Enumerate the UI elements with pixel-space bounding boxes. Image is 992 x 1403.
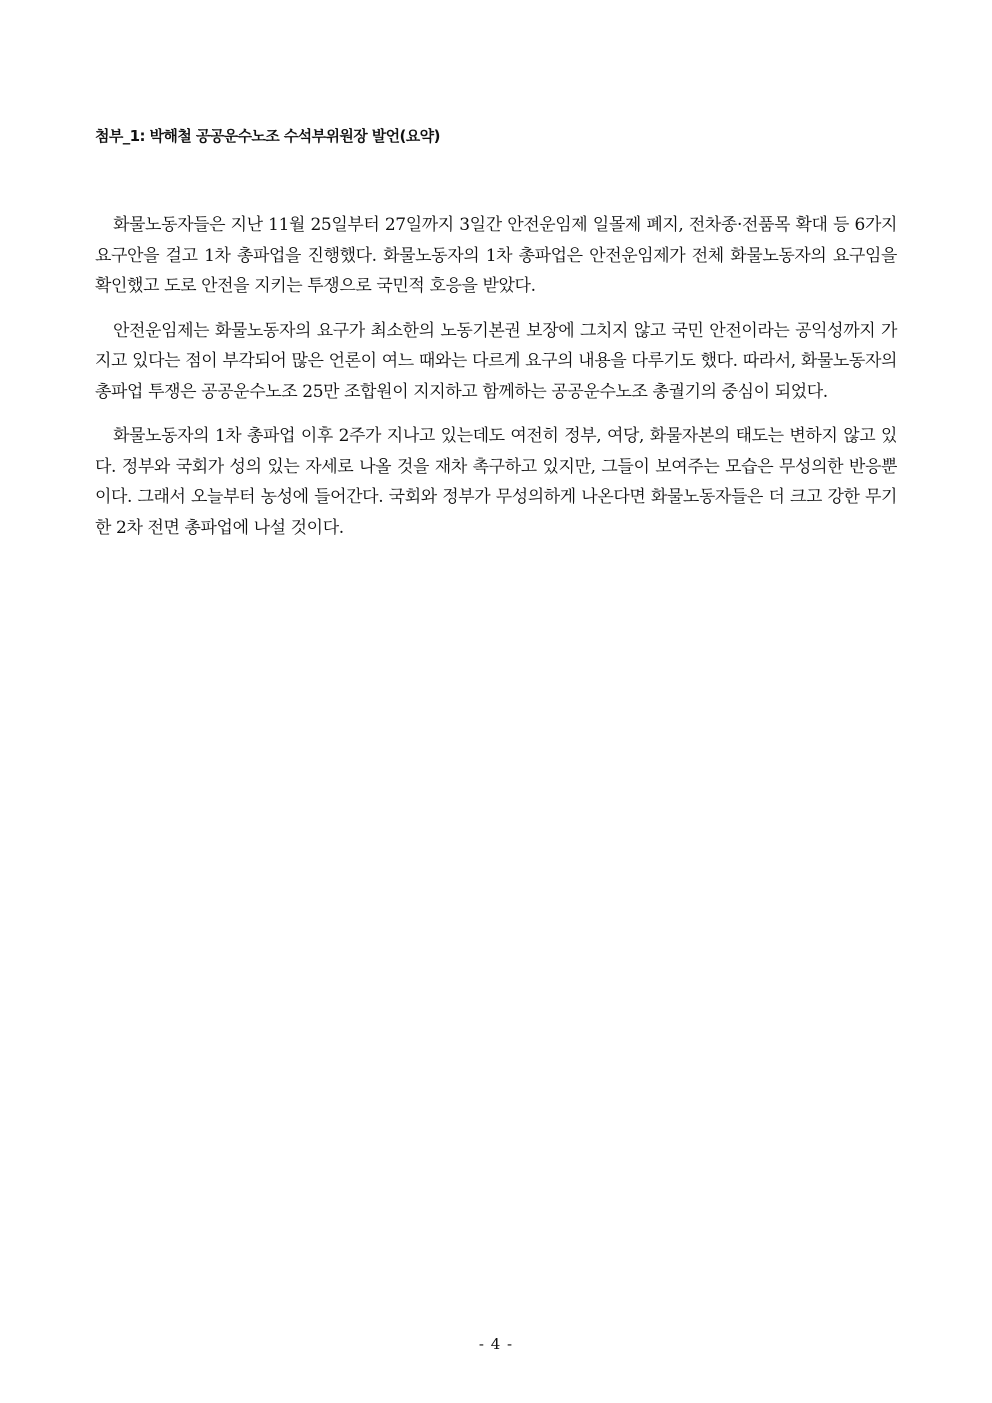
document-body	[95, 210, 897, 557]
page-number: - 4 -	[478, 1335, 514, 1353]
attachment-heading: 첨부_1: 박해철 공공운수노조 수석부위원장 발언(요약)	[95, 127, 440, 145]
paragraph-3: 화물노동자의 1차 총파업 이후 2주가 지나고 있는데도 여전히 정부, 여당, 화물자본의 태도는 변하지 않고 있다. 정부와 국회가 성의 있는 자세로 나올 것을 재차 촉구하고 있지만, 그들이 보여주는 모습은 무성의한 반응뿐이다. 그래서 오늘부터 농성에 들어간다. 국회와 정부가 무성의하게 나온다면 화물노동자들은 더 크고 강한 무기한 2차 전면 총파업에 나설 것이다.	[95, 426, 897, 538]
paragraph-1: 화물노동자들은 지난 11월 25일부터 27일까지 3일간 안전운임제 일몰제 폐지, 전차종·전품목 확대 등 6가지 요구안을 걸고 1차 총파업을 진행했다. 화물노동자의 1차 총파업은 안전운임제가 전체 화물노동자의 요구임을 확인했고 도로 안전을 지키는 투쟁으로 국민적 호응을 받았다.	[95, 215, 897, 296]
paragraph-2: 안전운임제는 화물노동자의 요구가 최소한의 노동기본권 보장에 그치지 않고 국민 안전이라는 공익성까지 가지고 있다는 점이 부각되어 많은 언론이 여느 때와는 다르게 요구의 내용을 다루기도 했다. 따라서, 화물노동자의 총파업 투쟁은 공공운수노조 25만 조합원이 지지하고 함께하는 공공운수노조 총궐기의 중심이 되었다.	[95, 320, 897, 402]
